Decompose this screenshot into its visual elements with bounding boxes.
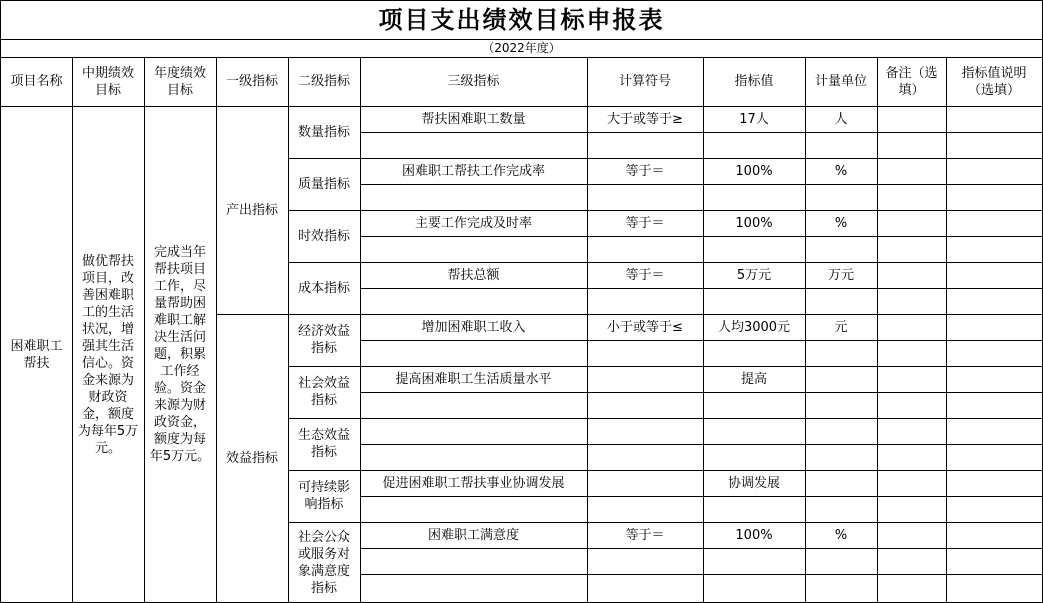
row-value: 100% — [735, 527, 773, 543]
level2-satisfaction: 社会公众或服务对象满意度指标 — [297, 529, 350, 596]
row-symbol: 小于或等于≤ — [607, 319, 683, 335]
row-unit: % — [834, 163, 848, 179]
grid-line — [360, 132, 1043, 133]
grid-line — [288, 262, 1043, 263]
grid-line — [360, 496, 1043, 497]
grid-line — [360, 548, 1043, 549]
row-symbol — [587, 418, 703, 444]
row-symbol — [587, 366, 703, 392]
grid-line — [72, 57, 73, 603]
header-level2: 二级指标 — [297, 74, 350, 89]
row-symbol: 等于＝ — [625, 163, 665, 179]
grid-line — [360, 340, 1043, 341]
header-mid-goal: 中期绩效目标 — [81, 65, 134, 98]
row-unit — [805, 470, 877, 496]
row-level3: 促进困难职工帮扶事业协调发展 — [382, 475, 565, 491]
row-value: 5万元 — [736, 267, 772, 283]
row-value: 提高 — [740, 371, 767, 387]
grid-line — [360, 444, 1043, 445]
grid-line — [216, 314, 1043, 315]
row-unit — [805, 366, 877, 392]
grid-line — [0, 39, 1043, 40]
row-level3: 增加困难职工收入 — [421, 319, 526, 335]
row-value: 协调发展 — [727, 475, 780, 491]
grid-line — [144, 57, 145, 603]
row-level3: 困难职工满意度 — [427, 527, 519, 543]
grid-line — [0, 0, 1043, 1]
grid-line — [288, 366, 1043, 367]
grid-line — [946, 57, 947, 603]
grid-line — [216, 57, 217, 603]
header-level3: 三级指标 — [447, 74, 500, 89]
level1-output: 产出指标 — [225, 202, 278, 218]
grid-line — [360, 236, 1043, 237]
row-unit: 元 — [834, 319, 848, 335]
header-unit: 计量单位 — [814, 74, 867, 89]
row-value: 人均3000元 — [717, 319, 791, 335]
level2-social: 社会效益指标 — [297, 376, 350, 408]
grid-line — [288, 57, 289, 603]
row-value: 100% — [735, 215, 773, 231]
grid-line — [288, 470, 1043, 471]
header-value: 指标值 — [734, 74, 774, 89]
row-value — [703, 418, 805, 444]
sheet-year: （2022年度） — [482, 40, 561, 55]
header-symbol: 计算符号 — [618, 74, 671, 89]
mid-goal-cell: 做优帮扶项目，改善困难职工的生活状况，增强其生活信心。资金来源为财政资金，额度为每年5万元。 — [77, 253, 139, 456]
row-level3 — [360, 418, 587, 444]
level2-sustainable: 可持续影响指标 — [297, 480, 350, 512]
annual-goal-cell: 完成当年帮扶项目工作，尽量帮助困难职工解决生活问题，积累工作经验。资金来源为财政资金，额度为每年5万元。 — [149, 245, 211, 464]
grid-line — [360, 574, 1043, 575]
row-unit: % — [834, 215, 848, 231]
grid-line — [360, 288, 1043, 289]
grid-line — [288, 522, 1043, 523]
header-explain: 指标值说明（选填） — [961, 65, 1027, 98]
grid-line — [288, 210, 1043, 211]
grid-line — [288, 418, 1043, 419]
level2-timeliness: 时效指标 — [297, 228, 350, 244]
row-symbol: 等于＝ — [625, 215, 665, 231]
grid-line — [587, 57, 588, 603]
grid-line — [360, 184, 1043, 185]
sheet-title: 项目支出绩效目标申报表 — [378, 5, 665, 34]
row-unit: % — [834, 527, 848, 543]
grid-line — [288, 158, 1043, 159]
header-level1: 一级指标 — [225, 74, 278, 89]
project-name-cell: 困难职工帮扶 — [10, 338, 63, 371]
row-unit — [805, 418, 877, 444]
grid-line — [0, 57, 1043, 58]
level2-quantity: 数量指标 — [297, 124, 350, 140]
grid-line — [0, 106, 1043, 107]
row-value: 100% — [735, 163, 773, 179]
row-symbol — [587, 470, 703, 496]
row-symbol: 等于＝ — [625, 527, 665, 543]
row-level3: 困难职工帮扶工作完成率 — [401, 163, 545, 179]
row-level3: 帮扶困难职工数量 — [421, 111, 526, 127]
header-remark: 备注（选填） — [885, 65, 938, 98]
grid-line — [703, 57, 704, 603]
grid-line — [877, 57, 878, 603]
level1-benefit: 效益指标 — [225, 451, 278, 466]
row-symbol: 大于或等于≥ — [607, 111, 683, 127]
level2-cost: 成本指标 — [297, 280, 350, 296]
row-level3: 帮扶总额 — [447, 267, 500, 283]
row-level3: 提高困难职工生活质量水平 — [395, 371, 552, 387]
row-level3: 主要工作完成及时率 — [414, 215, 532, 231]
header-project-name: 项目名称 — [10, 74, 63, 89]
grid-line — [0, 0, 1, 603]
level2-ecological: 生态效益指标 — [297, 428, 350, 460]
row-unit: 万元 — [827, 267, 854, 283]
level2-quality: 质量指标 — [297, 176, 350, 192]
header-annual-goal: 年度绩效目标 — [153, 65, 206, 98]
row-unit: 人 — [834, 111, 848, 127]
grid-line — [360, 57, 361, 603]
grid-line — [805, 57, 806, 603]
grid-line — [360, 392, 1043, 393]
row-value: 17人 — [739, 111, 769, 127]
row-symbol: 等于＝ — [625, 267, 665, 283]
level2-economic: 经济效益指标 — [297, 324, 350, 356]
